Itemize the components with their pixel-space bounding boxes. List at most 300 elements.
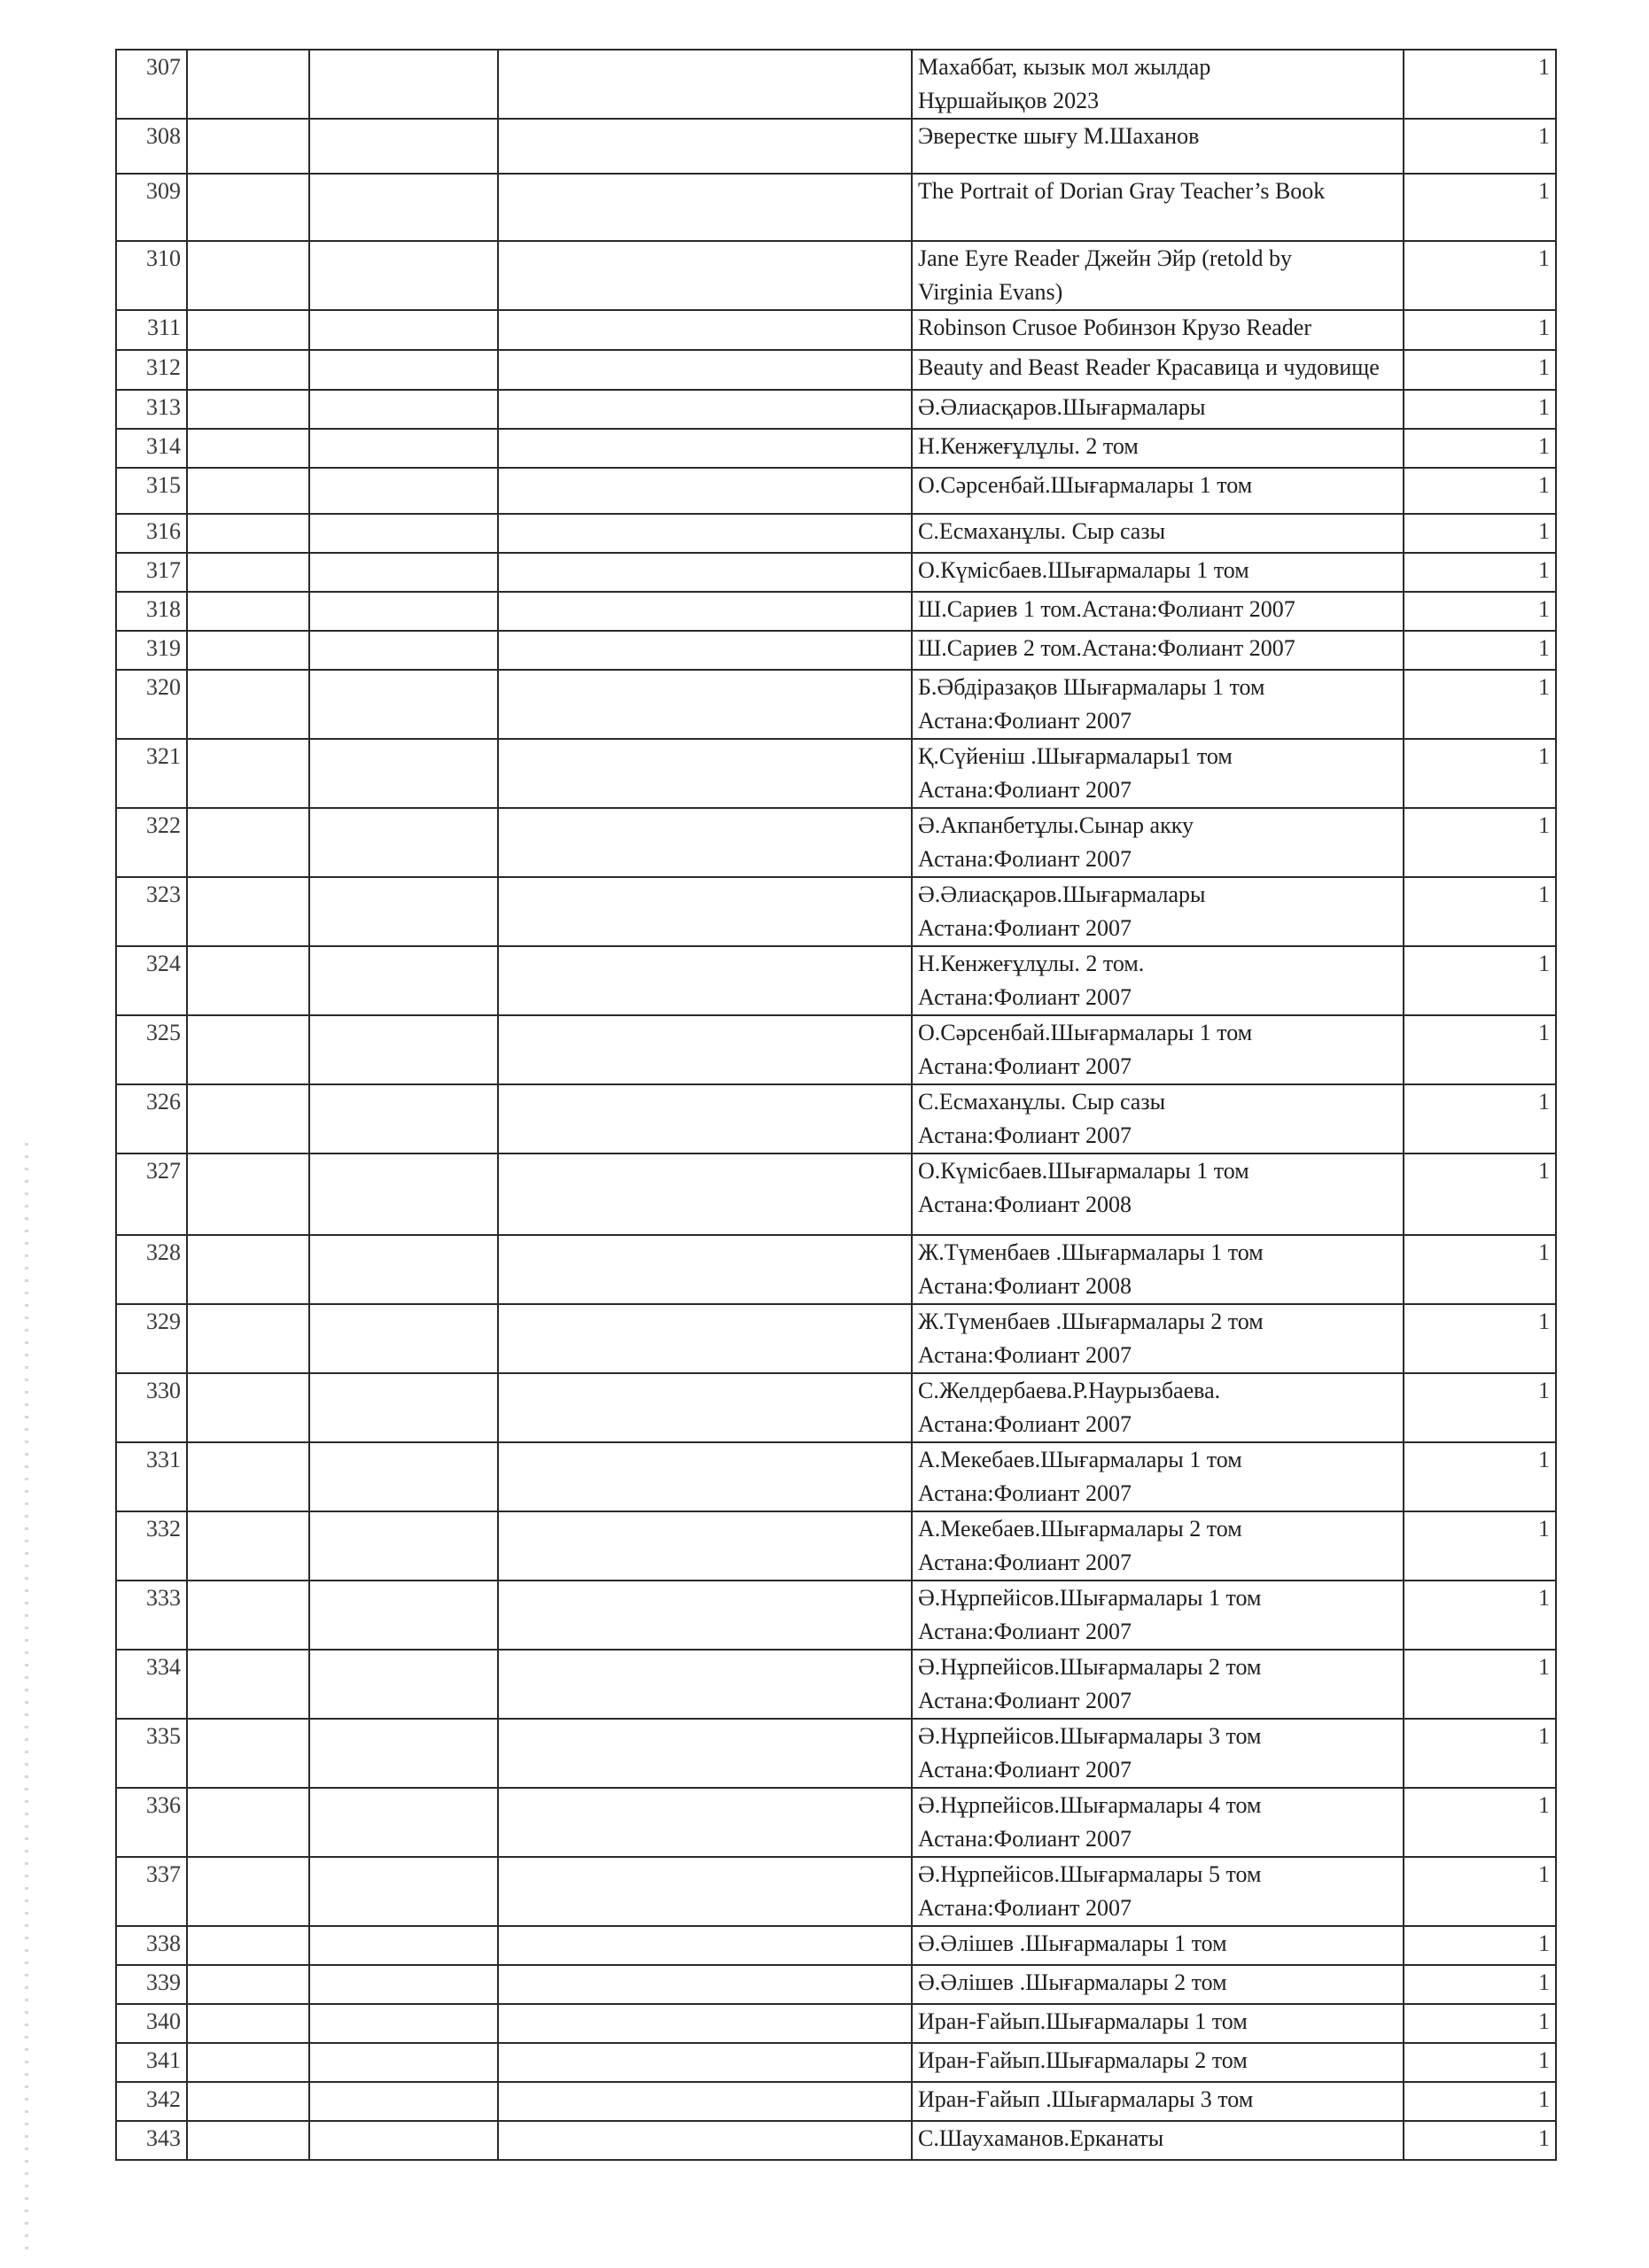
empty-cell — [187, 2121, 309, 2160]
empty-cell — [309, 241, 498, 310]
book-title-line: О.Сәрсенбай.Шығармалары 1 том — [918, 472, 1253, 498]
quantity-cell: 1 — [1404, 1373, 1556, 1442]
empty-cell — [309, 1235, 498, 1304]
book-title-line: Астана:Фолиант 2007 — [918, 1053, 1132, 1079]
table-row — [116, 350, 1556, 390]
table-row — [116, 241, 1556, 310]
row-number: 322 — [116, 808, 187, 877]
empty-cell — [498, 1650, 912, 1719]
empty-cell — [187, 1084, 309, 1153]
empty-cell — [498, 390, 912, 429]
empty-cell — [187, 1581, 309, 1650]
empty-cell — [498, 1788, 912, 1857]
quantity-cell: 1 — [1404, 1788, 1556, 1857]
book-title-line: Virginia Evans) — [918, 279, 1063, 305]
empty-cell — [309, 1650, 498, 1719]
empty-cell — [309, 468, 498, 514]
table-row — [116, 119, 1556, 174]
book-title-line: Н.Кенжеғұлұлы. 2 том — [918, 433, 1139, 459]
empty-cell — [309, 390, 498, 429]
row-number: 337 — [116, 1857, 187, 1926]
quantity-cell: 1 — [1404, 514, 1556, 553]
row-number: 340 — [116, 2004, 187, 2043]
empty-cell — [498, 2043, 912, 2082]
book-title-cell — [912, 670, 1404, 739]
book-title-line: С.Желдербаева.Р.Наурызбаева. — [918, 1378, 1221, 1403]
empty-cell — [498, 1084, 912, 1153]
row-number: 334 — [116, 1650, 187, 1719]
book-title-line: Beauty and Beast Reader Красавица и чудовище — [918, 354, 1380, 380]
quantity-cell: 1 — [1404, 1153, 1556, 1235]
row-number: 336 — [116, 1788, 187, 1857]
table-row — [116, 1788, 1556, 1857]
table-row — [116, 1373, 1556, 1442]
empty-cell — [187, 592, 309, 631]
book-title-cell — [912, 877, 1404, 946]
row-number: 316 — [116, 514, 187, 553]
book-title-cell — [912, 1235, 1404, 1304]
book-title-line: С.Шаухаманов.Ерканаты — [918, 2125, 1164, 2151]
empty-cell — [309, 553, 498, 592]
row-number: 323 — [116, 877, 187, 946]
table-row — [116, 174, 1556, 241]
empty-cell — [498, 1153, 912, 1235]
empty-cell — [187, 1650, 309, 1719]
table-row — [116, 1015, 1556, 1084]
quantity-cell: 1 — [1404, 1581, 1556, 1650]
empty-cell — [498, 946, 912, 1015]
row-number: 326 — [116, 1084, 187, 1153]
quantity-cell: 1 — [1404, 808, 1556, 877]
row-number: 312 — [116, 350, 187, 390]
table-row — [116, 50, 1556, 119]
table-row — [116, 310, 1556, 350]
empty-cell — [187, 174, 309, 241]
book-title-cell — [912, 429, 1404, 468]
empty-cell — [498, 739, 912, 808]
empty-cell — [498, 1965, 912, 2004]
row-number: 307 — [116, 50, 187, 119]
book-title-cell — [912, 2082, 1404, 2121]
book-title-line: Ж.Түменбаев .Шығармалары 1 том — [918, 1239, 1264, 1265]
empty-cell — [187, 739, 309, 808]
row-number: 341 — [116, 2043, 187, 2082]
empty-cell — [187, 514, 309, 553]
book-title-cell — [912, 50, 1404, 119]
row-number: 333 — [116, 1581, 187, 1650]
book-title-cell — [912, 2043, 1404, 2082]
empty-cell — [309, 2043, 498, 2082]
empty-cell — [309, 2004, 498, 2043]
row-number: 317 — [116, 553, 187, 592]
book-title-cell — [912, 631, 1404, 670]
book-title-cell — [912, 514, 1404, 553]
empty-cell — [309, 670, 498, 739]
empty-cell — [498, 429, 912, 468]
book-title-cell — [912, 739, 1404, 808]
book-title-line: The Portrait of Dorian Gray Teacher’s Book — [918, 178, 1326, 204]
empty-cell — [187, 1857, 309, 1926]
book-title-line: Астана:Фолиант 2007 — [918, 1688, 1132, 1713]
quantity-cell: 1 — [1404, 390, 1556, 429]
row-number: 330 — [116, 1373, 187, 1442]
empty-cell — [309, 429, 498, 468]
book-title-line: Ә.Әлиасқаров.Шығармалары — [918, 882, 1206, 907]
quantity-cell: 1 — [1404, 119, 1556, 174]
row-number: 342 — [116, 2082, 187, 2121]
book-title-cell — [912, 2004, 1404, 2043]
empty-cell — [309, 1719, 498, 1788]
empty-cell — [309, 877, 498, 946]
row-number: 343 — [116, 2121, 187, 2160]
quantity-cell: 1 — [1404, 553, 1556, 592]
empty-cell — [309, 946, 498, 1015]
book-title-line: Ә.Нұрпейісов.Шығармалары 2 том — [918, 1654, 1262, 1680]
empty-cell — [309, 592, 498, 631]
quantity-cell: 1 — [1404, 468, 1556, 514]
book-title-cell — [912, 119, 1404, 174]
empty-cell — [498, 1581, 912, 1650]
empty-cell — [187, 241, 309, 310]
row-number: 325 — [116, 1015, 187, 1084]
table-row — [116, 1926, 1556, 1965]
empty-cell — [309, 119, 498, 174]
empty-cell — [187, 553, 309, 592]
row-number: 338 — [116, 1926, 187, 1965]
book-title-line: Астана:Фолиант 2007 — [918, 777, 1132, 803]
book-title-line: Иран-Ғайып .Шығармалары 3 том — [918, 2086, 1254, 2112]
quantity-cell: 1 — [1404, 174, 1556, 241]
book-title-line: Ж.Түменбаев .Шығармалары 2 том — [918, 1309, 1264, 1334]
row-number: 319 — [116, 631, 187, 670]
quantity-cell: 1 — [1404, 350, 1556, 390]
table-row — [116, 946, 1556, 1015]
quantity-cell: 1 — [1404, 1442, 1556, 1511]
quantity-cell: 1 — [1404, 877, 1556, 946]
empty-cell — [187, 429, 309, 468]
book-title-line: О.Күмісбаев.Шығармалары 1 том — [918, 1158, 1249, 1184]
book-title-line: Иран-Ғайып.Шығармалары 1 том — [918, 2008, 1248, 2034]
book-title-line: Астана:Фолиант 2007 — [918, 1342, 1132, 1368]
table-row — [116, 670, 1556, 739]
book-title-line: Ә.Нұрпейісов.Шығармалары 5 том — [918, 1861, 1262, 1887]
table-row — [116, 1965, 1556, 2004]
empty-cell — [187, 670, 309, 739]
empty-cell — [187, 1788, 309, 1857]
empty-cell — [498, 310, 912, 350]
empty-cell — [309, 2082, 498, 2121]
book-title-line: Robinson Crusoe Робинзон Крузо Reader — [918, 315, 1311, 340]
empty-cell — [498, 350, 912, 390]
book-title-cell — [912, 350, 1404, 390]
book-title-line: Ә.Әлішев .Шығармалары 2 том — [918, 1969, 1227, 1995]
empty-cell — [187, 631, 309, 670]
row-number: 329 — [116, 1304, 187, 1373]
table-row — [116, 514, 1556, 553]
book-title-cell — [912, 174, 1404, 241]
empty-cell — [498, 1719, 912, 1788]
empty-cell — [498, 808, 912, 877]
book-title-line: Қ.Сүйеніш .Шығармалары1 том — [918, 743, 1233, 769]
table-row — [116, 2121, 1556, 2160]
empty-cell — [498, 50, 912, 119]
empty-cell — [309, 1442, 498, 1511]
empty-cell — [309, 1153, 498, 1235]
empty-cell — [498, 553, 912, 592]
row-number: 310 — [116, 241, 187, 310]
row-number: 339 — [116, 1965, 187, 2004]
book-title-line: Астана:Фолиант 2007 — [918, 1619, 1132, 1644]
book-title-line: О.Күмісбаев.Шығармалары 1 том — [918, 557, 1249, 583]
table-row — [116, 429, 1556, 468]
empty-cell — [498, 241, 912, 310]
book-title-cell — [912, 946, 1404, 1015]
empty-cell — [187, 2043, 309, 2082]
quantity-cell: 1 — [1404, 1511, 1556, 1581]
quantity-cell: 1 — [1404, 310, 1556, 350]
empty-cell — [498, 670, 912, 739]
book-title-line: Астана:Фолиант 2007 — [918, 1550, 1132, 1575]
table-row — [116, 877, 1556, 946]
table-row — [116, 592, 1556, 631]
book-title-cell — [912, 1650, 1404, 1719]
quantity-cell: 1 — [1404, 1015, 1556, 1084]
empty-cell — [187, 310, 309, 350]
quantity-cell: 1 — [1404, 631, 1556, 670]
empty-cell — [498, 119, 912, 174]
row-number: 314 — [116, 429, 187, 468]
empty-cell — [187, 1235, 309, 1304]
empty-cell — [309, 310, 498, 350]
empty-cell — [187, 1304, 309, 1373]
empty-cell — [187, 946, 309, 1015]
empty-cell — [498, 1235, 912, 1304]
empty-cell — [498, 2121, 912, 2160]
table-row — [116, 390, 1556, 429]
empty-cell — [309, 1788, 498, 1857]
row-number: 328 — [116, 1235, 187, 1304]
book-title-line: С.Есмаханұлы. Сыр сазы — [918, 518, 1166, 544]
empty-cell — [498, 468, 912, 514]
empty-cell — [498, 592, 912, 631]
empty-cell — [187, 1015, 309, 1084]
book-title-line: Астана:Фолиант 2008 — [918, 1192, 1132, 1217]
quantity-cell: 1 — [1404, 1926, 1556, 1965]
book-title-line: Ә.Нұрпейісов.Шығармалары 4 том — [918, 1792, 1262, 1818]
book-title-cell — [912, 1788, 1404, 1857]
row-number: 335 — [116, 1719, 187, 1788]
row-number: 321 — [116, 739, 187, 808]
book-title-line: Jane Eyre Reader Джейн Эйр (retold by — [918, 245, 1293, 271]
empty-cell — [187, 1926, 309, 1965]
empty-cell — [187, 877, 309, 946]
empty-cell — [309, 2121, 498, 2160]
table-row — [116, 1304, 1556, 1373]
empty-cell — [187, 1511, 309, 1581]
empty-cell — [309, 1015, 498, 1084]
quantity-cell: 1 — [1404, 1650, 1556, 1719]
table-row — [116, 1857, 1556, 1926]
quantity-cell: 1 — [1404, 1235, 1556, 1304]
empty-cell — [498, 1926, 912, 1965]
empty-cell — [309, 808, 498, 877]
quantity-cell: 1 — [1404, 1084, 1556, 1153]
book-title-line: Астана:Фолиант 2007 — [918, 1480, 1132, 1506]
table-row — [116, 2004, 1556, 2043]
book-title-line: Н.Кенжеғұлұлы. 2 том. — [918, 951, 1145, 976]
book-title-line: Нұршайықов 2023 — [918, 88, 1100, 113]
book-title-cell — [912, 1511, 1404, 1581]
book-title-cell — [912, 553, 1404, 592]
book-title-line: Ә.Әлиасқаров.Шығармалары — [918, 394, 1206, 420]
quantity-cell: 1 — [1404, 50, 1556, 119]
book-title-cell — [912, 1581, 1404, 1650]
book-title-line: Махаббат, кызык мол жылдар — [918, 54, 1211, 80]
empty-cell — [187, 119, 309, 174]
book-title-cell — [912, 2121, 1404, 2160]
book-title-cell — [912, 390, 1404, 429]
book-title-cell — [912, 1442, 1404, 1511]
empty-cell — [309, 514, 498, 553]
book-title-cell — [912, 468, 1404, 514]
book-title-line: Ш.Сариев 2 том.Астана:Фолиант 2007 — [918, 635, 1295, 661]
book-title-cell — [912, 241, 1404, 310]
empty-cell — [187, 390, 309, 429]
book-title-cell — [912, 1373, 1404, 1442]
empty-cell — [187, 2082, 309, 2121]
empty-cell — [309, 631, 498, 670]
book-title-cell — [912, 1015, 1404, 1084]
table-row — [116, 631, 1556, 670]
book-title-line: Ә.Нұрпейісов.Шығармалары 1 том — [918, 1585, 1262, 1611]
quantity-cell: 1 — [1404, 2043, 1556, 2082]
book-title-line: Астана:Фолиант 2007 — [918, 1122, 1132, 1148]
book-inventory-table — [115, 49, 1557, 2161]
book-title-cell — [912, 1965, 1404, 2004]
empty-cell — [309, 350, 498, 390]
empty-cell — [187, 50, 309, 119]
table-body — [116, 50, 1556, 2160]
book-title-line: Астана:Фолиант 2007 — [918, 1826, 1132, 1852]
book-title-line: Астана:Фолиант 2007 — [918, 915, 1132, 941]
book-title-line: Астана:Фолиант 2007 — [918, 1895, 1132, 1921]
quantity-cell: 1 — [1404, 1965, 1556, 2004]
table-row — [116, 1084, 1556, 1153]
book-title-line: Астана:Фолиант 2007 — [918, 1411, 1132, 1437]
row-number: 327 — [116, 1153, 187, 1235]
table-row — [116, 1442, 1556, 1511]
book-title-line: Б.Әбдіразақов Шығармалары 1 том — [918, 674, 1265, 700]
quantity-cell: 1 — [1404, 670, 1556, 739]
empty-cell — [309, 1965, 498, 2004]
book-title-line: Астана:Фолиант 2007 — [918, 1757, 1132, 1783]
book-title-cell — [912, 1719, 1404, 1788]
row-number: 318 — [116, 592, 187, 631]
quantity-cell: 1 — [1404, 592, 1556, 631]
book-title-line: Ә.Нұрпейісов.Шығармалары 3 том — [918, 1723, 1262, 1749]
empty-cell — [309, 1084, 498, 1153]
table-row — [116, 739, 1556, 808]
empty-cell — [309, 1304, 498, 1373]
quantity-cell: 1 — [1404, 739, 1556, 808]
book-title-line: Эверестке шығу М.Шаханов — [918, 123, 1200, 149]
table-row — [116, 553, 1556, 592]
row-number: 308 — [116, 119, 187, 174]
empty-cell — [187, 1153, 309, 1235]
table-row — [116, 1153, 1556, 1235]
book-title-cell — [912, 1304, 1404, 1373]
book-title-cell — [912, 1153, 1404, 1235]
empty-cell — [187, 1373, 309, 1442]
book-title-cell — [912, 808, 1404, 877]
empty-cell — [309, 1926, 498, 1965]
book-title-line: О.Сәрсенбай.Шығармалары 1 том — [918, 1020, 1253, 1045]
row-number: 320 — [116, 670, 187, 739]
table-row — [116, 808, 1556, 877]
row-number: 309 — [116, 174, 187, 241]
quantity-cell: 1 — [1404, 429, 1556, 468]
book-title-line: Ә.Әлішев .Шығармалары 1 том — [918, 1930, 1227, 1956]
table-row — [116, 1511, 1556, 1581]
table-row — [116, 1650, 1556, 1719]
table-row — [116, 2043, 1556, 2082]
book-title-cell — [912, 1926, 1404, 1965]
empty-cell — [498, 1373, 912, 1442]
row-number: 332 — [116, 1511, 187, 1581]
book-title-line: А.Мекебаев.Шығармалары 2 том — [918, 1516, 1242, 1542]
book-title-line: Астана:Фолиант 2007 — [918, 984, 1132, 1010]
quantity-cell: 1 — [1404, 1857, 1556, 1926]
quantity-cell: 1 — [1404, 946, 1556, 1015]
empty-cell — [309, 1857, 498, 1926]
quantity-cell: 1 — [1404, 1719, 1556, 1788]
empty-cell — [309, 50, 498, 119]
empty-cell — [309, 174, 498, 241]
empty-cell — [498, 877, 912, 946]
empty-cell — [187, 1719, 309, 1788]
empty-cell — [498, 174, 912, 241]
empty-cell — [187, 1965, 309, 2004]
empty-cell — [187, 350, 309, 390]
empty-cell — [498, 1015, 912, 1084]
empty-cell — [498, 1857, 912, 1926]
row-number: 324 — [116, 946, 187, 1015]
empty-cell — [187, 468, 309, 514]
book-title-line: Астана:Фолиант 2008 — [918, 1273, 1132, 1299]
book-title-cell — [912, 1084, 1404, 1153]
book-title-line: Иран-Ғайып.Шығармалары 2 том — [918, 2047, 1248, 2073]
row-number: 313 — [116, 390, 187, 429]
empty-cell — [498, 631, 912, 670]
empty-cell — [309, 739, 498, 808]
book-title-line: Ә.Акпанбетұлы.Сынар акку — [918, 812, 1194, 838]
table-row — [116, 1719, 1556, 1788]
book-title-cell — [912, 592, 1404, 631]
empty-cell — [187, 1442, 309, 1511]
empty-cell — [498, 2004, 912, 2043]
empty-cell — [498, 2082, 912, 2121]
empty-cell — [309, 1581, 498, 1650]
table-row — [116, 468, 1556, 514]
book-title-cell — [912, 1857, 1404, 1926]
empty-cell — [309, 1373, 498, 1442]
row-number: 315 — [116, 468, 187, 514]
book-title-line: А.Мекебаев.Шығармалары 1 том — [918, 1447, 1242, 1472]
table-row — [116, 1235, 1556, 1304]
scan-margin-marks — [25, 1143, 28, 2259]
empty-cell — [187, 2004, 309, 2043]
empty-cell — [498, 1304, 912, 1373]
